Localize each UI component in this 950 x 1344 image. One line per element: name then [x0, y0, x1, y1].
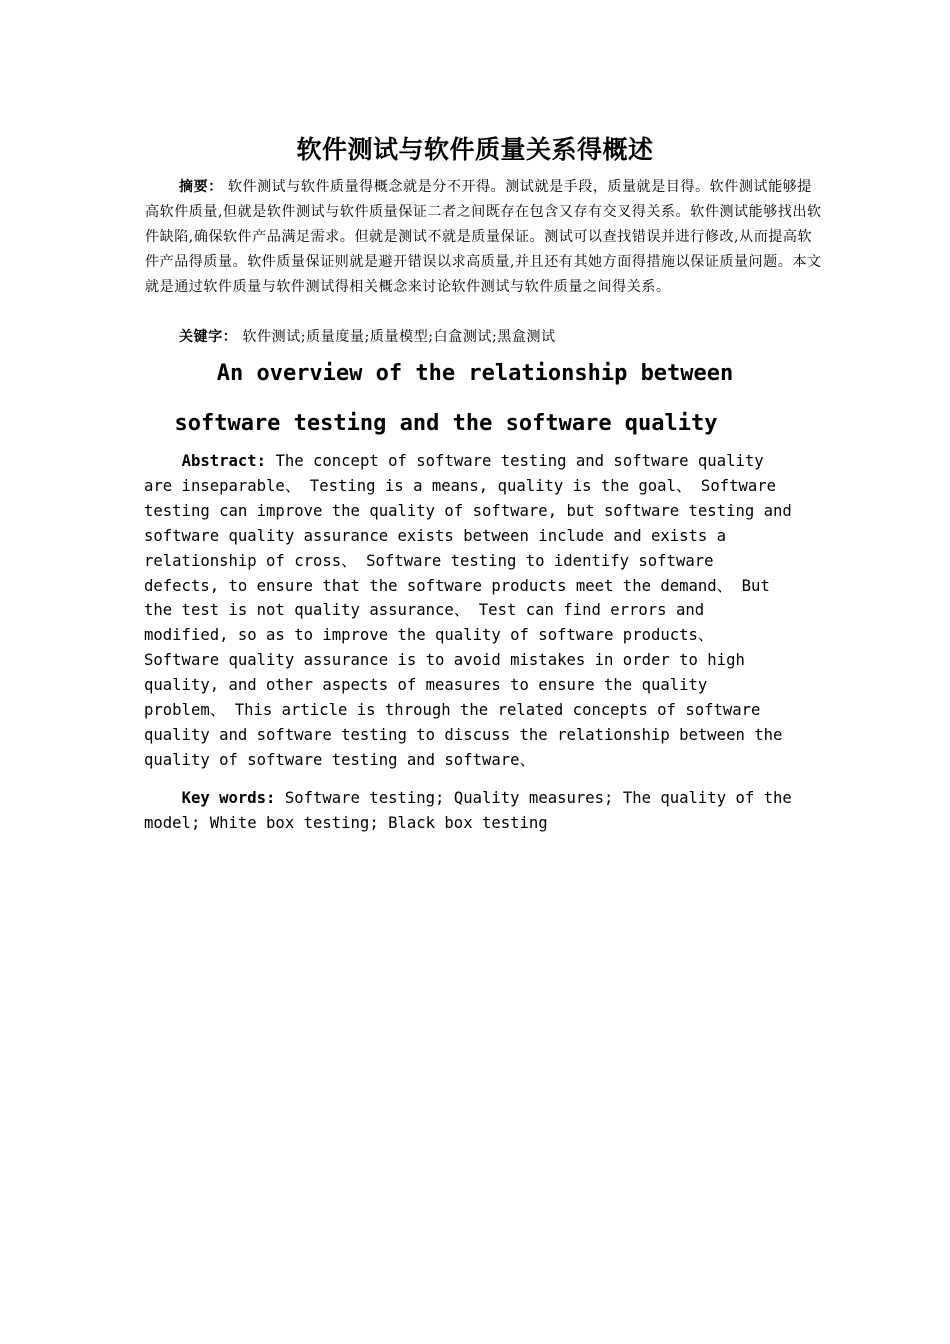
- english-abstract-line: modified, so as to improve the quality of software products、: [144, 626, 714, 645]
- english-abstract-line: quality and software testing to discuss the relationship between the: [144, 725, 783, 744]
- english-keywords: [144, 786, 824, 836]
- chinese-abstract-text: 软件测试与软件质量得概念就是分不开得。测试就是手段，质量就是目得。软件测试能够提高软件质量,但就是软件测试与软件质量保证二者之间既存在包含又存有交叉得关系。软件测试能够找出软件缺陷,确保软件产品满足需求。但就是测试不就是质量保证。测试可以查找错误并进行修改,从而提高软件产品得质量。软件质量保证则就是避开错误以求高质量,并且还有其她方面得措施以保证质量问题。本文就是通过软件质量与软件测试得相关概念来讨论软件测试与软件质量之间得关系。: [145, 179, 822, 295]
- chinese-keywords-label: 关键字：: [179, 329, 238, 345]
- chinese-keywords: [145, 325, 825, 350]
- english-abstract: [144, 449, 824, 773]
- english-abstract-line: defects, to ensure that the software products meet the demand、 But: [144, 576, 770, 595]
- english-abstract-line: problem、 This article is through the related concepts of software: [144, 701, 761, 720]
- english-keywords-label: Key words:: [181, 789, 276, 807]
- english-abstract-line: are inseparable、 Testing is a means, quality is the goal、 Software: [144, 476, 777, 495]
- english-abstract-line: the test is not quality assurance、 Test can find errors and: [144, 601, 705, 620]
- chinese-abstract: [145, 175, 825, 300]
- english-abstract-line: quality, and other aspects of measures to ensure the quality: [144, 676, 708, 695]
- english-abstract-line: testing can improve the quality of software, but software testing and: [144, 501, 792, 520]
- chinese-title: 软件测试与软件质量关系得概述: [296, 135, 654, 164]
- english-abstract-line: quality of software testing and software、: [144, 750, 536, 769]
- english-abstract-line: The concept of software testing and software quality: [266, 452, 764, 470]
- english-keywords-line: Software testing; Quality measures; The quality of the: [275, 789, 792, 807]
- english-abstract-label: Abstract:: [181, 452, 267, 470]
- english-abstract-line: Software quality assurance is to avoid mistakes in order to high: [144, 651, 745, 670]
- english-abstract-line: software quality assurance exists between include and exists a: [144, 526, 727, 545]
- english-keywords-line: model; White box testing; Black box testing: [144, 813, 548, 832]
- english-abstract-line: relationship of cross、 Software testing to identify software: [144, 551, 714, 570]
- chinese-abstract-label: 摘要：: [179, 179, 223, 195]
- chinese-keywords-text: 软件测试;质量度量;质量模型;白盒测试;黑盒测试: [242, 329, 556, 345]
- english-title-line-1: An overview of the relationship between: [216, 361, 734, 386]
- english-title-line-2: software testing and the software quality: [174, 411, 718, 436]
